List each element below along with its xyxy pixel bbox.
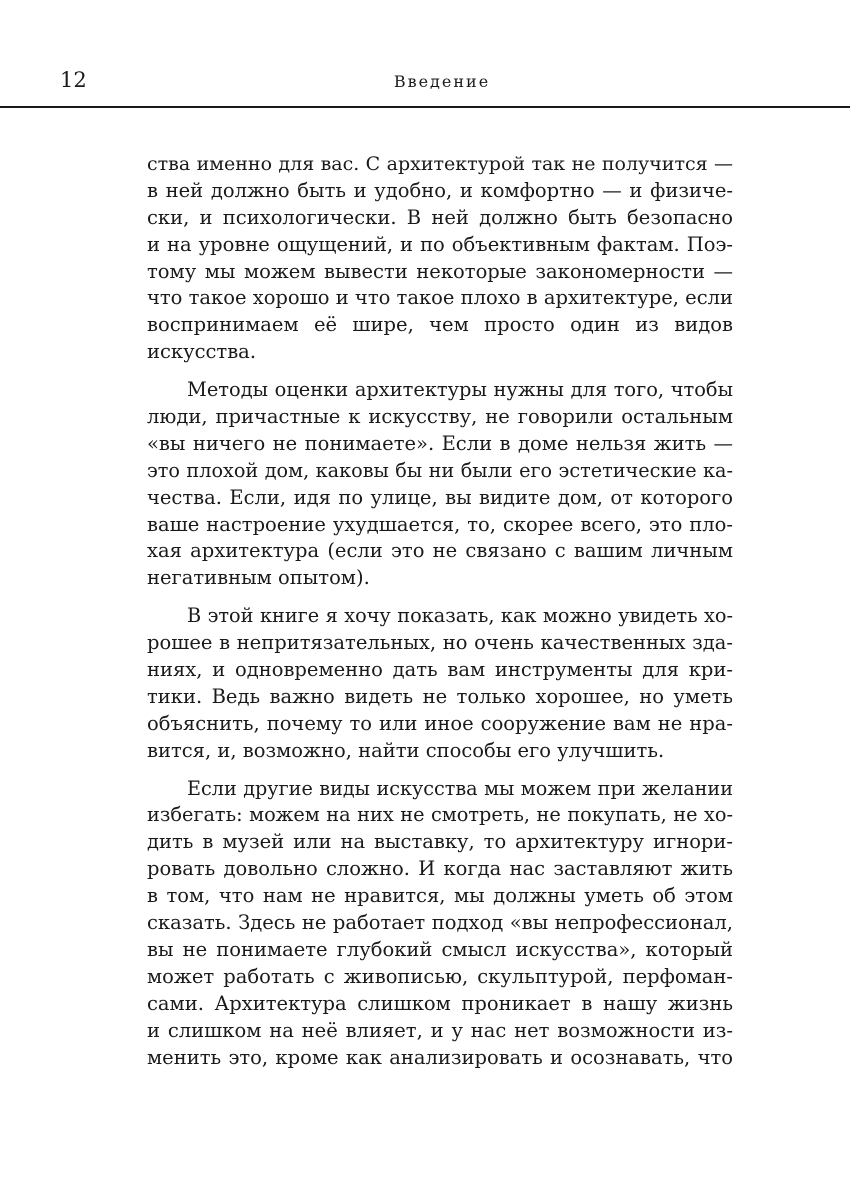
text-line: ваше настроение ухудшается, то, скорее всего, это пло- bbox=[147, 512, 733, 536]
running-title: Введение bbox=[393, 72, 491, 91]
header-rule bbox=[0, 106, 850, 108]
text-line: тики. Ведь важно видеть не только хорошее, но уметь bbox=[147, 684, 733, 708]
text-line: что такое хорошо и что такое плохо в архитектуре, если bbox=[147, 286, 733, 310]
text-line: люди, причастные к искусству, не говорили остальным bbox=[147, 405, 733, 429]
body-text bbox=[147, 151, 733, 1071]
text-line: чества. Если, идя по улице, вы видите дом, от которого bbox=[147, 485, 733, 509]
text-line: искусства. bbox=[147, 340, 257, 364]
paragraph-1 bbox=[147, 151, 733, 366]
text-line: и слишком на неё влияет, и у нас нет возможности из- bbox=[147, 1018, 733, 1042]
text-line: хая архитектура (если это не связано с вашим личным bbox=[147, 539, 733, 563]
text-line: негативным опытом). bbox=[147, 566, 370, 590]
text-line: и на уровне ощущений, и по объективным фактам. Поэ- bbox=[147, 232, 733, 256]
paragraph-gap bbox=[147, 366, 733, 377]
text-line: это плохой дом, каковы бы ни были его эстетические ка- bbox=[147, 458, 733, 482]
text-line: ски, и психологически. В ней должно быть безопасно bbox=[147, 205, 733, 229]
text-line: В этой книге я хочу показать, как можно увидеть хо- bbox=[187, 604, 733, 628]
paragraph-2 bbox=[147, 377, 733, 592]
text-line: дить в музей или на выставку, то архитектуру игнори- bbox=[147, 830, 733, 854]
text-line: рошее в непритязательных, но очень качественных зда- bbox=[147, 631, 733, 655]
paragraph-gap bbox=[147, 592, 733, 603]
text-line: вы не понимаете глубокий смысл искусства», который bbox=[147, 937, 733, 961]
paragraph-3 bbox=[147, 603, 733, 764]
text-line: Если другие виды искусства мы можем при желании bbox=[187, 776, 733, 800]
text-line: вится, и, возможно, найти способы его улучшить. bbox=[147, 738, 665, 762]
text-line: избегать: можем на них не смотреть, не покупать, не хо- bbox=[147, 803, 733, 827]
page-header bbox=[0, 0, 850, 110]
text-line: Методы оценки архитектуры нужны для того, чтобы bbox=[187, 378, 733, 402]
text-line: «вы ничего не понимаете». Если в доме нельзя жить — bbox=[147, 431, 733, 455]
text-line: менить это, кроме как анализировать и осознавать, что bbox=[147, 1045, 733, 1069]
text-line: воспринимаем её шире, чем просто один из видов bbox=[147, 313, 733, 337]
text-line: сами. Архитектура слишком проникает в нашу жизнь bbox=[147, 991, 733, 1015]
text-line: тому мы можем вывести некоторые закономерности — bbox=[147, 259, 733, 283]
page-number: 12 bbox=[60, 68, 87, 92]
text-line: ниях, и одновременно дать вам инструменты для кри- bbox=[147, 658, 733, 682]
text-line: ровать довольно сложно. И когда нас заставляют жить bbox=[147, 857, 733, 881]
paragraph-4 bbox=[147, 776, 733, 1072]
text-line: объяснить, почему то или иное сооружение вам не нра- bbox=[147, 711, 733, 735]
text-line: ства именно для вас. С архитектурой так не получится — bbox=[147, 153, 733, 175]
paragraph-gap bbox=[147, 765, 733, 776]
text-line: в ней должно быть и удобно, и комфортно — и физиче- bbox=[147, 178, 733, 202]
text-line: сказать. Здесь не работает подход «вы непрофессионал, bbox=[147, 911, 733, 935]
text-line: может работать с живописью, скульптурой, перфоман- bbox=[147, 964, 733, 988]
text-line: в том, что нам не нравится, мы должны уметь об этом bbox=[147, 884, 733, 908]
